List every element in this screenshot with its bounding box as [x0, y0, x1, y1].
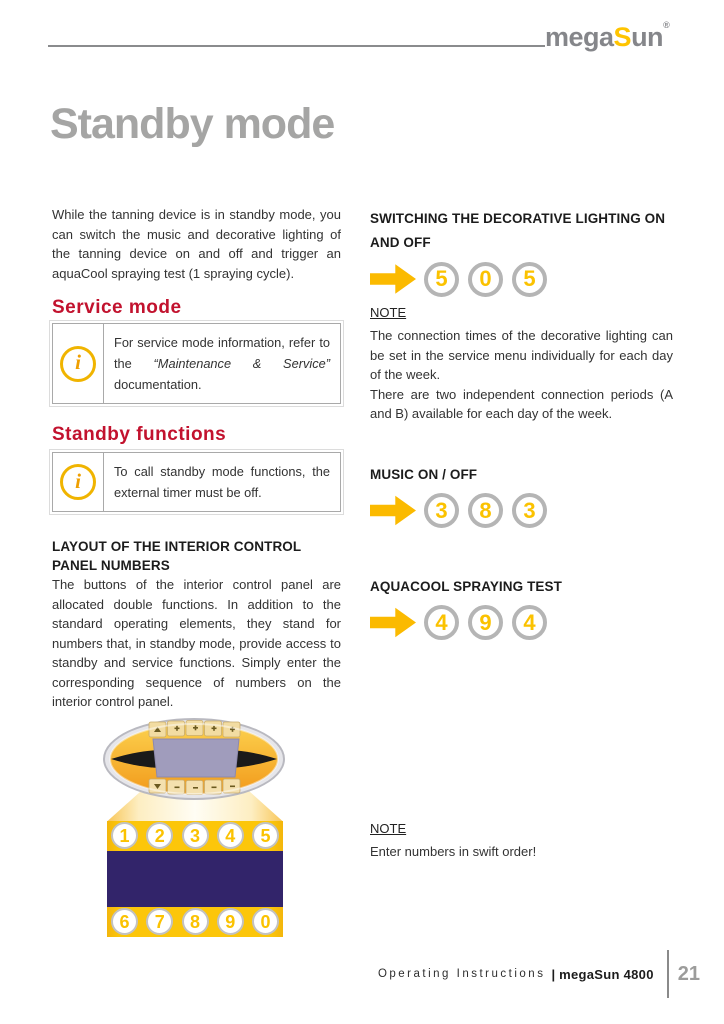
section-heading: MUSIC ON / OFF	[370, 466, 478, 482]
keypad-button-8	[182, 908, 209, 935]
footer-label: Operating Instructions	[377, 968, 546, 980]
code-digit-circle	[512, 493, 547, 528]
code-digit-circle	[424, 605, 459, 640]
section-music	[370, 463, 673, 529]
keypad-digit: 4	[225, 825, 236, 846]
keypad-button-0	[252, 908, 279, 935]
note-text: For service mode information, refer to the	[114, 335, 330, 371]
keypad-digit: 0	[260, 911, 271, 932]
keypad-button-2	[146, 822, 173, 849]
keypad-digit: 2	[154, 825, 165, 846]
code-digit: 8	[479, 497, 492, 523]
keypad-display	[107, 851, 283, 907]
footer-divider	[667, 950, 669, 998]
info-icon-glyph: i	[75, 350, 81, 374]
footer-product-name: megaSun 4800	[559, 966, 654, 982]
keypad-digit: 1	[119, 825, 130, 846]
info-icon-cell	[53, 324, 104, 403]
layout-section-body: The buttons of the interior control panel are allocated double functions. In addition to the standard operating elements, they stand for numbers that, in standby mode, provide access to standby and service functions. Simply enter the corresponding sequence of numbers on the interior control panel.	[52, 577, 341, 709]
code-digit: 9	[479, 609, 492, 635]
keypad-row-bottom	[107, 907, 283, 937]
section-heading: SWITCHING THE DECORATIVE LIGHTING ON	[370, 211, 666, 226]
megasun-logo	[545, 20, 670, 53]
code-digit: 3	[435, 497, 448, 523]
keypad-panel	[107, 821, 283, 937]
section-heading: AQUACOOL SPRAYING TEST	[370, 578, 562, 594]
keypad-digit: 5	[260, 825, 271, 846]
intro-paragraph: While the tanning device is in standby mode, you can switch the music and decorative lighting of the tanning device on and off and trigger an aquaCool spraying test (1 spraying cycle).	[52, 207, 341, 281]
code-digit-circle	[468, 605, 503, 640]
code-digit: 5	[523, 266, 536, 291]
keypad-row-top	[107, 821, 283, 851]
code-digit-circle	[512, 262, 547, 297]
note-paragraph: The connection times of the decorative lighting can be set in the service menu individually for each day of the week.	[370, 328, 673, 382]
service-mode-heading: Service mode	[52, 297, 182, 318]
code-digit-circle	[468, 262, 503, 297]
control-panel-illustration	[52, 717, 341, 945]
footer-separator: |	[551, 966, 556, 982]
section-heading: AND OFF	[370, 235, 431, 250]
header-rule	[48, 45, 545, 47]
keypad-button-9	[217, 908, 244, 935]
service-mode-note	[104, 324, 340, 403]
arrow-right-icon	[370, 607, 416, 639]
page-number: 21	[677, 962, 700, 985]
standby-functions-heading: Standby functions	[52, 424, 227, 445]
code-digit: 0	[479, 266, 492, 291]
note-label: NOTE	[370, 305, 407, 320]
code-digit: 5	[435, 266, 448, 291]
page-footer	[52, 946, 700, 1002]
left-column	[52, 205, 341, 945]
logo-text-mega: mega	[545, 22, 614, 52]
page-title: Standby mode	[50, 100, 335, 148]
note-paragraph: Enter numbers in swift order!	[370, 843, 537, 859]
keypad-digit: 6	[119, 911, 130, 932]
code-digit: 4	[523, 609, 536, 635]
code-digit: 4	[435, 609, 448, 635]
info-icon-glyph: i	[75, 468, 81, 493]
keypad-button-7	[146, 908, 173, 935]
keypad-digit: 7	[154, 911, 165, 932]
code-sequence	[370, 493, 673, 529]
keypad-digit: 3	[189, 825, 200, 846]
code-digit-circle	[512, 605, 547, 640]
keypad-digit: 9	[225, 911, 236, 932]
control-panel-ellipse	[102, 717, 286, 801]
info-icon-cell	[53, 453, 104, 511]
info-icon	[60, 346, 96, 382]
keypad-button-5	[252, 822, 279, 849]
section-decorative-lighting	[370, 207, 673, 424]
info-icon	[60, 464, 96, 500]
code-digit-circle	[424, 493, 459, 528]
note-text: documentation.	[114, 377, 202, 392]
section-note-swift-order	[370, 821, 673, 862]
right-column	[370, 207, 673, 861]
code-digit: 3	[523, 497, 536, 523]
service-mode-infobox	[52, 323, 341, 404]
arrow-right-icon	[370, 495, 416, 527]
standby-functions-note: To call standby mode functions, the external timer must be off.	[114, 464, 330, 500]
standby-functions-infobox	[52, 452, 341, 512]
keypad-button-4	[217, 822, 244, 849]
code-digit-circle	[468, 493, 503, 528]
note-label: NOTE	[370, 820, 407, 836]
note-text-italic: “Maintenance & Service”	[153, 356, 330, 371]
keypad-button-3	[182, 822, 209, 849]
arrow-right-icon	[370, 263, 416, 295]
registered-mark: ®	[663, 20, 670, 30]
keypad-digit: 8	[189, 911, 200, 932]
code-digit-circle	[424, 262, 459, 297]
note-paragraph: There are two independent connection periods (A and B) available for each day of the week.	[370, 386, 673, 421]
section-aquacool	[370, 575, 673, 641]
keypad-button-1	[111, 822, 138, 849]
code-sequence	[370, 261, 673, 297]
layout-section-heading: LAYOUT OF THE INTERIOR CONTROL PANEL NUMBERS	[52, 539, 302, 573]
code-sequence	[370, 605, 673, 641]
logo-text-un: un	[631, 22, 664, 52]
keypad-button-6	[111, 908, 138, 935]
logo-text-s: S	[613, 22, 632, 52]
